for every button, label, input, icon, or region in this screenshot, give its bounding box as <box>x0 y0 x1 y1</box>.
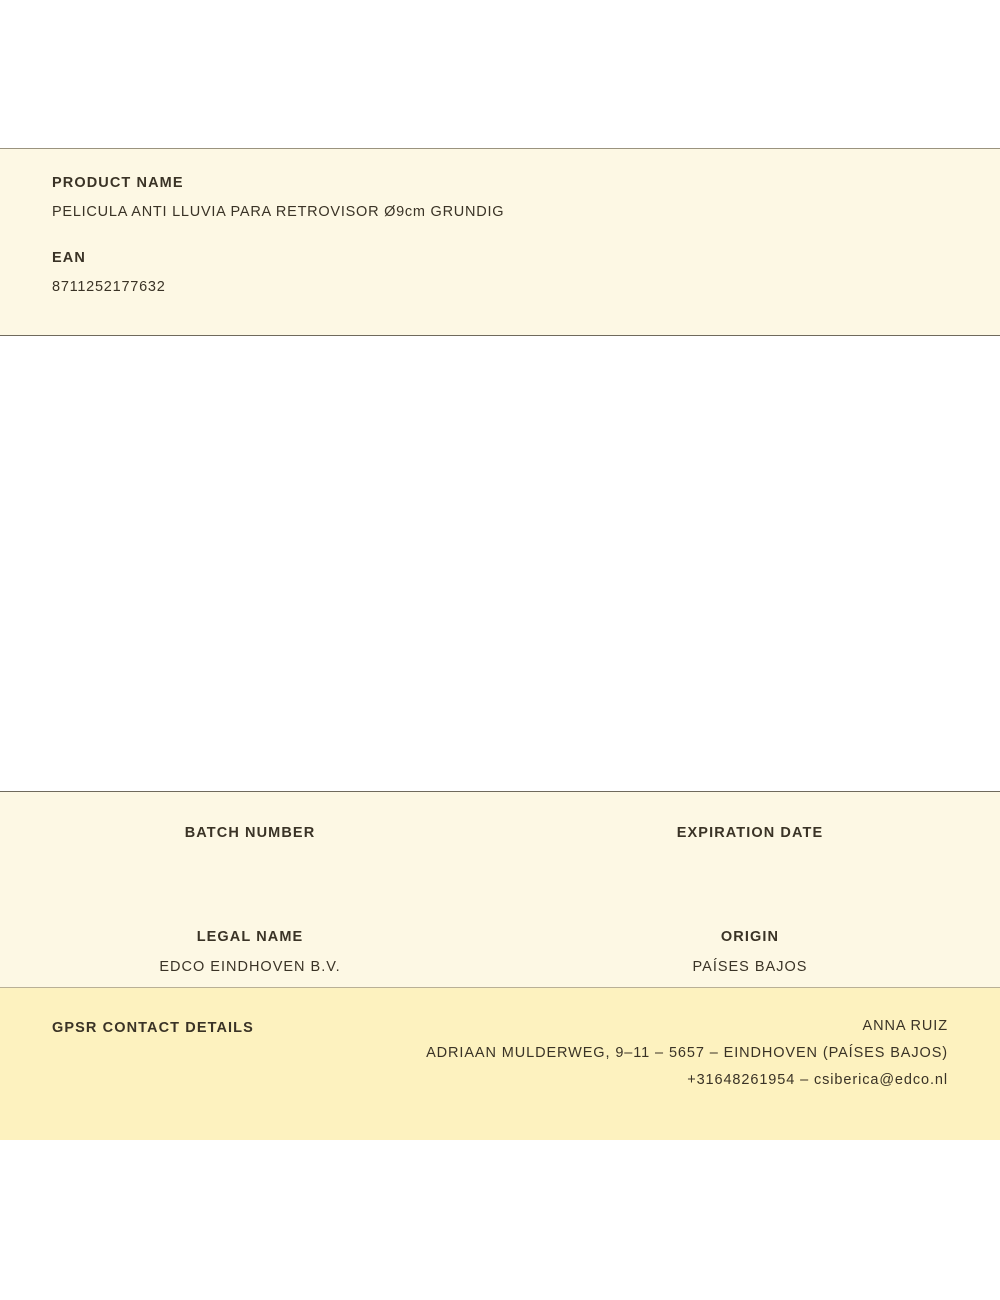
batch-number-value <box>0 855 500 872</box>
ean-label: EAN <box>52 250 86 266</box>
spacer <box>52 220 948 250</box>
legal-origin-row <box>0 872 1000 976</box>
product-name-label: PRODUCT NAME <box>52 175 184 191</box>
legal-name-cell <box>0 929 500 976</box>
batch-number-label: BATCH NUMBER <box>184 825 316 841</box>
gpsr-inner <box>52 1018 948 1088</box>
expiration-date-label: EXPIRATION DATE <box>676 825 824 841</box>
expiration-date-value <box>500 855 1000 872</box>
origin-label: ORIGIN <box>720 929 780 945</box>
gpsr-contact-name: ANNA RUIZ <box>862 1018 948 1034</box>
gpsr-contact-section <box>0 988 1000 1140</box>
product-info-section <box>0 148 1000 336</box>
origin-value: PAÍSES BAJOS <box>692 959 808 975</box>
batch-number-cell <box>0 825 500 872</box>
legal-name-label: LEGAL NAME <box>196 929 304 945</box>
legal-name-value: EDCO EINDHOVEN B.V. <box>159 959 341 975</box>
product-name-value: PELICULA ANTI LLUVIA PARA RETROVISOR Ø9cm GRUNDIG <box>52 204 505 220</box>
gpsr-contact-lines <box>254 1018 948 1088</box>
blank-content-area <box>0 336 1000 791</box>
gpsr-contact-phone-email: +31648261954 – csiberica@edco.nl <box>687 1072 948 1088</box>
gpsr-contact-address: ADRIAAN MULDERWEG, 9–11 – 5657 – EINDHOVEN (PAÍSES BAJOS) <box>426 1045 948 1061</box>
origin-cell <box>500 929 1000 976</box>
expiration-date-cell <box>500 825 1000 872</box>
product-meta-section <box>0 791 1000 988</box>
ean-value: 8711252177632 <box>52 279 166 295</box>
batch-expiration-row <box>0 792 1000 872</box>
gpsr-contact-title: GPSR CONTACT DETAILS <box>52 1020 254 1036</box>
